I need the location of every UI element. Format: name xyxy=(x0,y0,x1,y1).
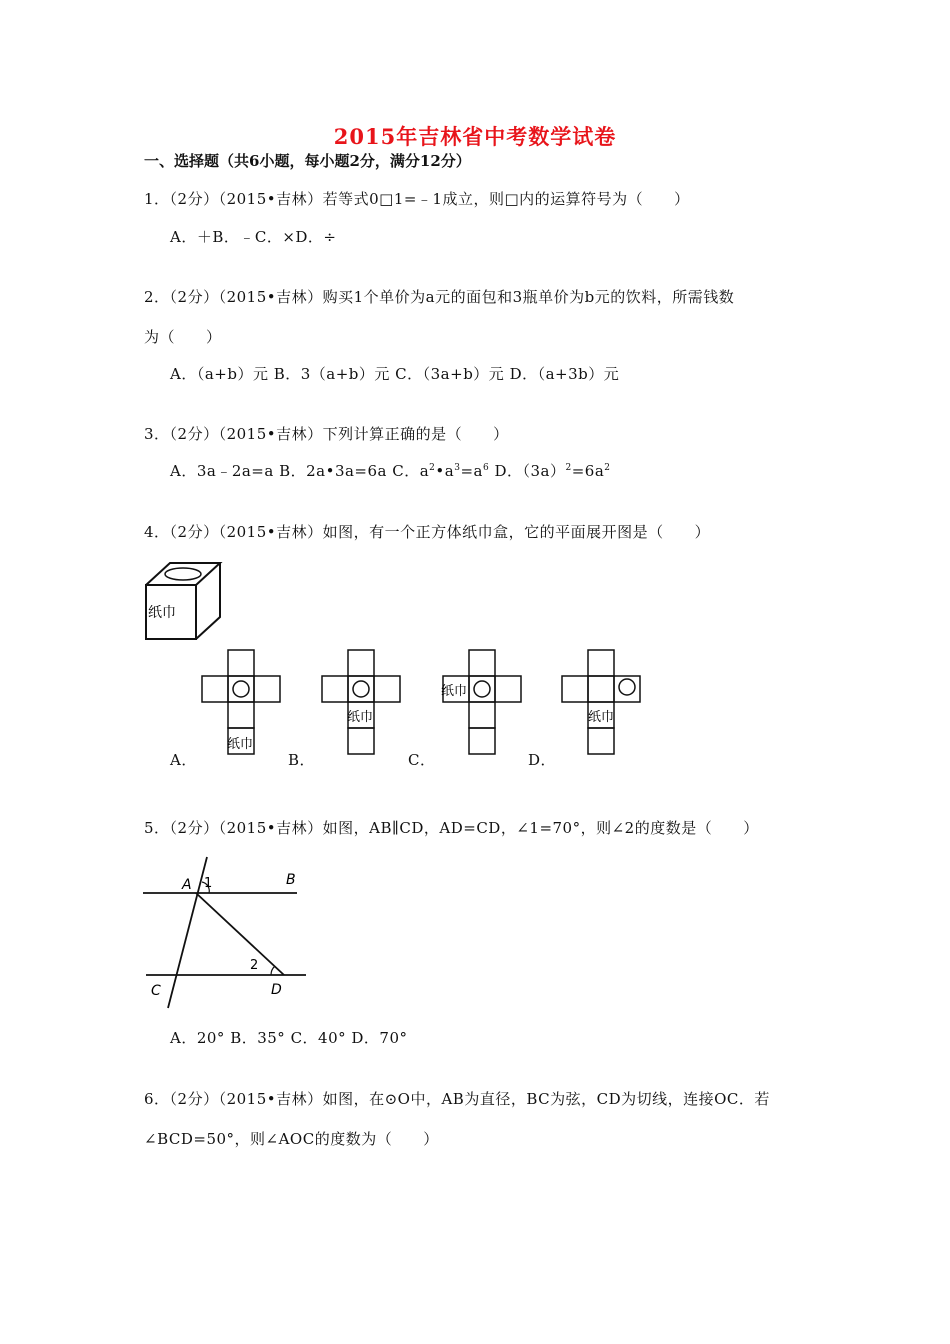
net-b-label: 纸巾 xyxy=(347,710,374,725)
net-option-d xyxy=(562,650,640,754)
net-option-d-letter: D． xyxy=(528,751,557,769)
net-option-b xyxy=(322,650,400,754)
net-option-b-letter: B． xyxy=(288,751,316,769)
question-6-stem-line1: 6．（2分）（2015•吉林）如图，在⊙O中，AB为直径，BC为弦，CD为切线，连接OC．若 xyxy=(144,1090,770,1108)
point-a-label: A xyxy=(182,877,192,893)
question-2-stem-line2: 为（ ） xyxy=(144,328,222,346)
angle-2-label: 2 xyxy=(250,958,259,973)
tissue-box-figure xyxy=(146,563,220,639)
question-2-options: A．（a+b）元 B．3（a+b）元 C．（3a+b）元 D．（a+3b）元 xyxy=(170,365,620,383)
question-3-stem: 3．（2分）（2015•吉林）下列计算正确的是（ ） xyxy=(144,425,509,443)
point-d-label: D xyxy=(271,982,282,998)
point-c-label: C xyxy=(151,983,161,999)
net-option-c xyxy=(443,650,521,754)
question-3-options: A．3a﹣2a=a B．2a•3a=6a C．$a^2•a^3=a^6$ D．$(3a)^2=6a^2$ xyxy=(170,462,611,480)
question-6-stem-line2: ∠BCD=50°，则∠AOC的度数为（ ） xyxy=(144,1130,439,1148)
net-option-a-letter: A． xyxy=(170,751,197,769)
tissue-box-label: 纸巾 xyxy=(148,605,176,621)
angle-1-label: 1 xyxy=(204,876,213,891)
question-4-stem: 4．（2分）（2015•吉林）如图，有一个正方体纸巾盒，它的平面展开图是（ ） xyxy=(144,523,711,541)
exam-title: 2015年吉林省中考数学试卷 xyxy=(333,124,617,149)
question-2-stem-line1: 2．（2分）（2015•吉林）购买1个单价为a元的面包和3瓶单价为b元的饮料，所需钱数 xyxy=(144,288,735,306)
question-5-options: A．20° B．35° C．40° D．70° xyxy=(170,1029,408,1047)
net-option-c-letter: C． xyxy=(408,751,436,769)
question-5-stem: 5．（2分）（2015•吉林）如图，AB∥CD，AD=CD，∠1=70°，则∠2的度数是（ ） xyxy=(144,819,759,837)
point-b-label: B xyxy=(286,872,296,888)
net-c-label: 纸巾 xyxy=(441,684,468,699)
section-heading: 一、选择题（共6小题，每小题2分，满分12分） xyxy=(144,152,471,170)
question-1-stem: 1．（2分）（2015•吉林）若等式0□1=﹣1成立，则□内的运算符号为（ ） xyxy=(144,190,690,208)
net-d-label: 纸巾 xyxy=(588,710,615,725)
question-1-options: A．＋B．﹣C．×D．÷ xyxy=(170,228,337,246)
net-a-label: 纸巾 xyxy=(227,737,254,752)
